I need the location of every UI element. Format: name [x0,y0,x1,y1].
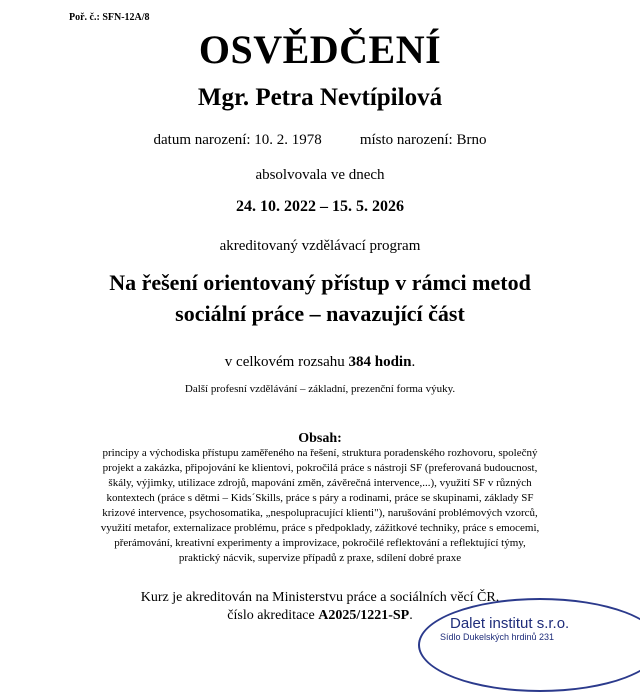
birth-place: místo narození: Brno [359,132,487,148]
reference-number: Poř. č.: SFN-12A/8 [69,12,150,23]
contents-line: principy a východiska přístupu zaměřeného na řešení, struktura poradenského rozhovoru, společný [102,447,538,459]
recipient-name: Mgr. Petra Nevtípilová [197,84,443,111]
contents-line: využití metafor, externalizace problému, práce s předpoklady, zážitkové techniky, práce s emocemi, [100,522,540,534]
contents-line: praktický nácvik, supervize případů z praxe, sdílení dobré praxe [178,552,462,564]
further-education-note: Další profesní vzdělávání – základní, prezenční forma výuky. [184,383,456,395]
program-title-line-2: sociální práce – navazující část [175,301,465,326]
total-suffix: . [411,354,416,370]
total-prefix: v celkovém rozsahu [224,354,349,370]
accreditation-prefix: číslo akreditace [227,608,319,623]
total-hours: 384 hodin [348,354,412,370]
birth-date: datum narození: 10. 2. 1978 [153,132,322,148]
institute-stamp [418,598,640,692]
stamp-institute-name: Dalet institut s.r.o. [450,615,570,632]
accreditation-suffix: . [409,608,413,623]
birth-info [0,132,640,149]
total-hours-line [0,354,640,371]
program-title-line-1: Na řešení orientovaný přístup v rámci metod [109,270,531,295]
stamp-address: Sídlo Dukelských hrdinů 231 [440,632,555,642]
accredited-program-label: akreditovaný vzdělávací program [219,238,421,254]
contents-line: kontextech (práce s dětmi – Kids´Skills, práce s páry a rodinami, práce se skupinami, základy SF [106,492,534,504]
contents-line: projekt a zakázka, připojování ke klientovi, pokročilá práce s nástroji SF (preferovaná budoucnost, [102,462,538,474]
contents-title: Obsah: [298,431,342,446]
accreditation-statement: Kurz je akreditován na Ministerstvu práce a sociálních věcí ČR, [140,590,500,605]
attended-label: absolvovala ve dnech [255,167,385,183]
certificate-title: OSVĚDČENÍ [198,27,442,72]
contents-line: přerámování, kreativní experimenty a improvizace, pokročilé reflektování a reflektující týmy, [114,537,526,549]
course-dates: 24. 10. 2022 – 15. 5. 2026 [236,198,404,215]
accreditation-number: A2025/1221-SP [318,608,410,623]
contents-line: krizové intervence, psychosomatika, „nespolupracující klienti"), narušování problémových vzorců, [102,507,538,519]
contents-line: škály, výjimky, utilizace zdrojů, mapování změn, závěrečná intervence,...), využití SF v různých [108,477,532,489]
